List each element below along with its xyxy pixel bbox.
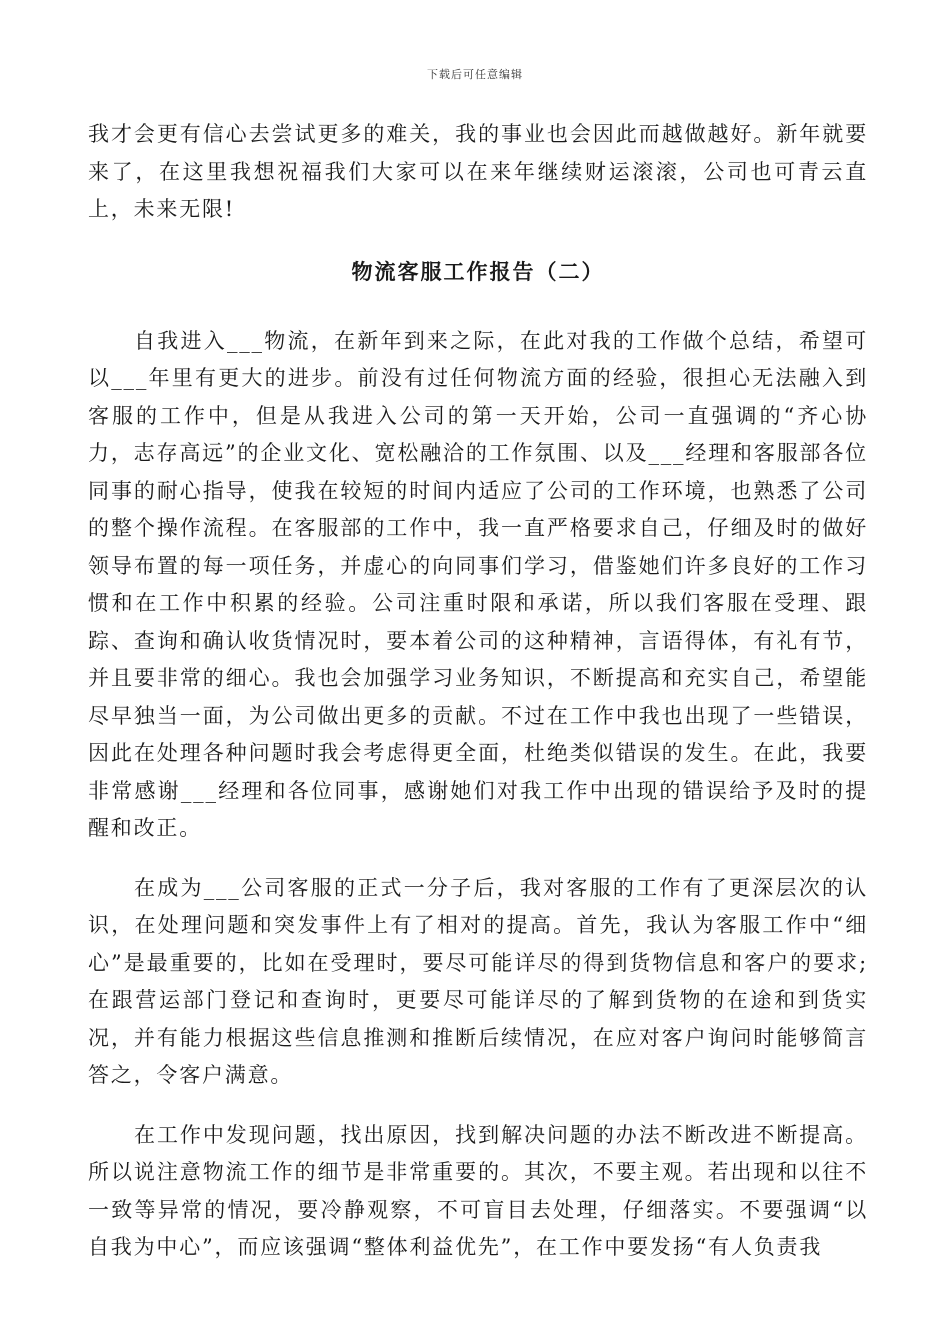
document-body [88, 116, 868, 1267]
document-title: 物流客服工作报告（二） [351, 258, 605, 284]
body-paragraph-3: 在工作中发现问题，找出原因，找到解决问题的办法不断改进不断提高。所以说注意物流工作的细节是非常重要的。其次，不要主观。若出现和以往不一致等异常的情况，要冷静观察，不可盲目去处理，仔细落实。不要强调“以自我为中心”，而应该强调“整体利益优先”，在工作中要发扬“有人负责我 [88, 1122, 868, 1259]
page-header-note: 下载后可任意编辑 [427, 68, 523, 81]
intro-paragraph: 我才会更有信心去尝试更多的难关，我的事业也会因此而越做越好。新年就要来了，在这里我想祝福我们大家可以在来年继续财运滚滚，公司也可青云直上，未来无限! [88, 122, 868, 221]
body-paragraph-2: 在成为___公司客服的正式一分子后，我对客服的工作有了更深层次的认识，在处理问题和突发事件上有了相对的提高。首先，我认为客服工作中“细心”是最重要的，比如在受理时，要尽可能详尽的得到货物信息和客户的要求;在跟营运部门登记和查询时，更要尽可能详尽的了解到货物的在途和到货实况，并有能力根据这些信息推测和推断后续情况，在应对客户询问时能够简言答之，令客户满意。 [88, 875, 868, 1087]
body-paragraph-1: 自我进入___物流，在新年到来之际，在此对我的工作做个总结，希望可以___年里有更大的进步。前没有过任何物流方面的经验，很担心无法融入到客服的工作中，但是从我进入公司的第一天开始，公司一直强调的“齐心协力，志存高远”的企业文化、宽松融洽的工作氛围、以及___经理和客服部各位同事的耐心指导，使我在较短的时间内适应了公司的工作环境，也熟悉了公司的整个操作流程。在客服部的工作中，我一直严格要求自己，仔细及时的做好领导布置的每一项任务，并虚心的向同事们学习，借鉴她们许多良好的工作习惯和在工作中积累的经验。公司注重时限和承诺，所以我们客服在受理、跟踪、查询和确认收货情况时，要本着公司的这种精神，言语得体，有礼有节，并且要非常的细心。我也会加强学习业务知识，不断提高和充实自己，希望能尽早独当一面，为公司做出更多的贡献。不过在工作中我也出现了一些错误，因此在处理各种问题时我会考虑得更全面，杜绝类似错误的发生。在此，我要非常感谢___经理和各位同事，感谢她们对我工作中出现的错误给予及时的提醒和改正。 [88, 328, 868, 840]
